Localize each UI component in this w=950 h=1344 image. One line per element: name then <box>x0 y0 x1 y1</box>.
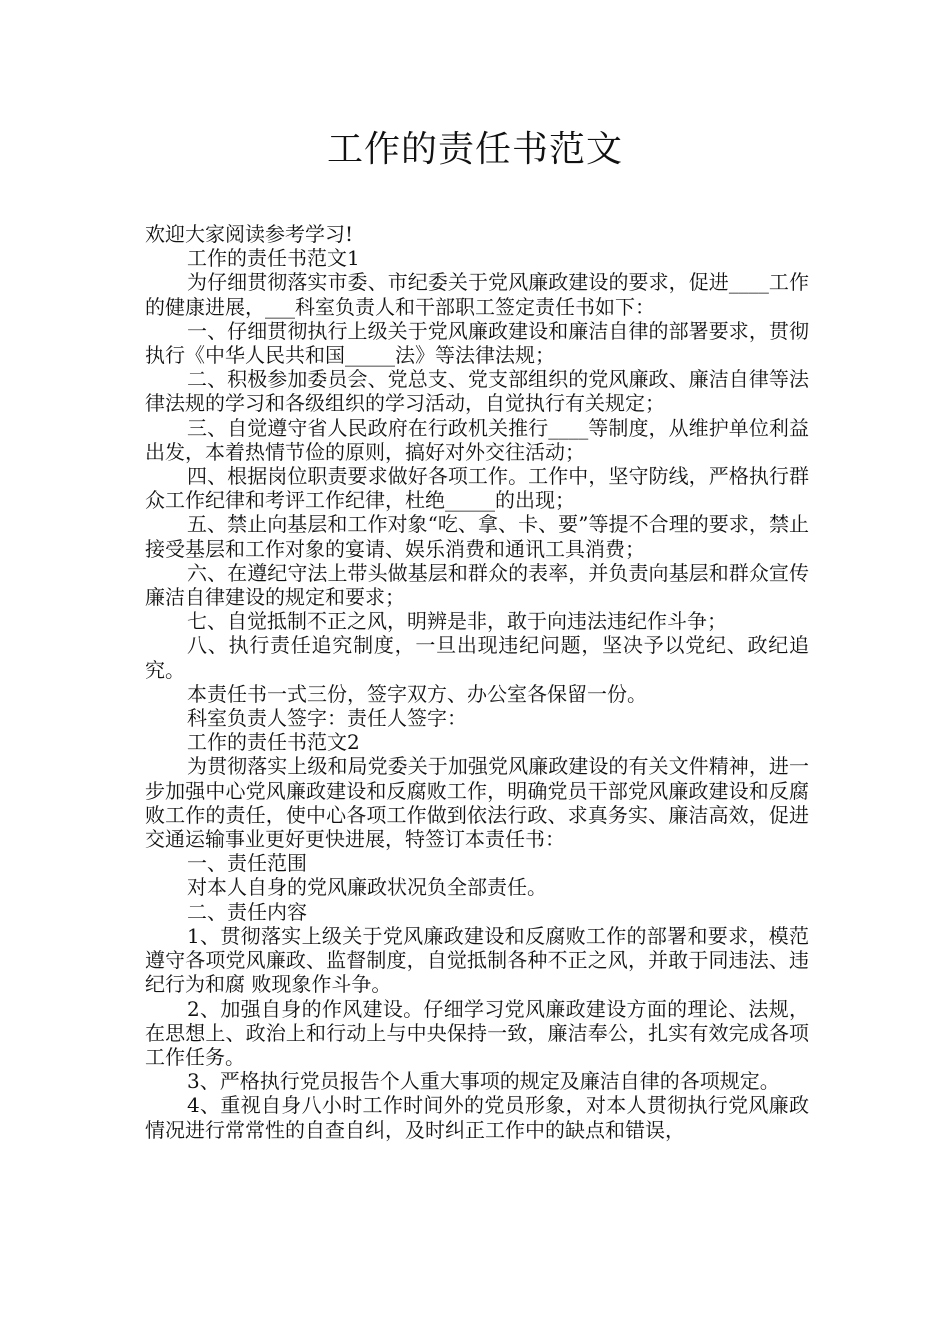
document-title: 工作的责任书范文 <box>326 129 623 170</box>
paragraph: 七、自觉抵制不正之风，明辨是非，敢于向违法违纪作斗争； <box>187 609 727 634</box>
paragraph: 欢迎大家阅读参考学习! <box>145 222 354 246</box>
paragraph: 一、责任范围 <box>187 851 307 876</box>
paragraph: 为贯彻落实上级和局党委关于加强党风廉政建设的有关文件精神，进一步加强中心党风廉政建设和反腐败工作，明确党员干部党风廉政建设和反腐 败工作的责任，使中心各项工作做到依法行政、求真务实、廉洁高效，促进交通运输事业更好更快进展，特签订本责任书： <box>145 754 809 852</box>
paragraph: 一、仔细贯彻执行上级关于党风廉政建设和廉洁自律的部署要求，贯彻执行《中华人民共和国_____法》等法律法规； <box>145 318 809 368</box>
paragraph: 二、积极参加委员会、党总支、党支部组织的党风廉政、廉洁自律等法律法规的学习和各级组织的学习活动，自觉执行有关规定； <box>145 367 809 416</box>
paragraph: 二、责任内容 <box>187 899 307 924</box>
paragraph: 工作的责任书范文1 <box>187 246 360 271</box>
paragraph: 六、在遵纪守法上带头做基层和群众的表率，并负责向基层和群众宣传廉洁自律建设的规定和要求； <box>145 560 809 610</box>
paragraph: 工作的责任书范文2 <box>187 730 360 755</box>
paragraph: 4、重视自身八小时工作时间外的党员形象，对本人贯彻执行党风廉政情况进行常常性的自查自纠，及时纠正工作中的缺点和错误， <box>145 1093 809 1142</box>
document-body <box>145 222 809 1142</box>
paragraph: 3、严格执行党员报告个人重大事项的规定及廉洁自律的各项规定。 <box>187 1069 780 1094</box>
paragraph: 五、禁止向基层和工作对象“吃、拿、卡、要”等提不合理的要求，禁止接受基层和工作对象的宴请、娱乐消费和通讯工具消费； <box>145 512 809 561</box>
paragraph: 四、根据岗位职责要求做好各项工作。工作中，坚守防线，严格执行群众工作纪律和考评工作纪律，杜绝_____的出现； <box>145 464 809 513</box>
paragraph: 科室负责人签字：责任人签字： <box>187 706 467 731</box>
paragraph: 1、贯彻落实上级关于党风廉政建设和反腐败工作的部署和要求，模范遵守各项党风廉政、监督制度，自觉抵制各种不正之风，并敢于同违法、违纪行为和腐 败现象作斗争。 <box>145 923 809 997</box>
paragraph: 为仔细贯彻落实市委、市纪委关于党风廉政建设的要求，促进____工作的健康进展，___科室负责人和干部职工签定责任书如下： <box>145 270 809 319</box>
paragraph: 本责任书一式三份，签字双方、办公室各保留一份。 <box>187 681 647 706</box>
paragraph: 八、执行责任追究制度，一旦出现违纪问题，坚决予以党纪、政纪追究。 <box>145 633 809 682</box>
paragraph: 三、自觉遵守省人民政府在行政机关推行____等制度，从维护单位利益出发，本着热情节俭的原则，搞好对外交往活动； <box>145 415 809 464</box>
paragraph: 对本人自身的党风廉政状况负全部责任。 <box>187 875 547 900</box>
paragraph: 2、加强自身的作风建设。仔细学习党风廉政建设方面的理论、法规，在思想上、政治上和行动上与中央保持一致，廉洁奉公，扎实有效完成各项工作任务。 <box>145 996 809 1069</box>
